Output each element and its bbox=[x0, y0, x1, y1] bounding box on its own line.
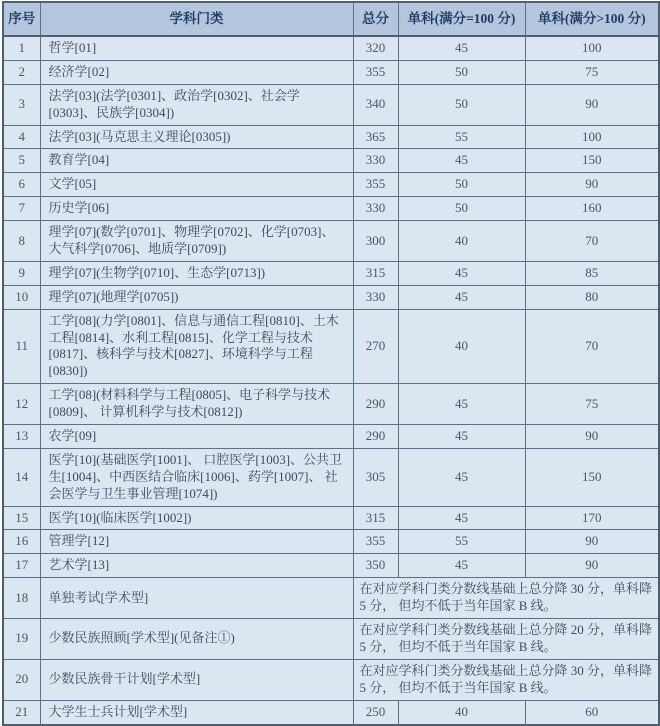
table-row bbox=[3, 84, 659, 125]
discipline-category: 少数民族照顾[学术型](见备注①) bbox=[40, 619, 353, 660]
discipline-category: 理学[07](数学[0701]、物理学[0702]、化学[0703]、大气科学[0706]、地质学[0709]) bbox=[40, 221, 353, 262]
discipline-category: 理学[07](生物学[0710]、生态学[0713]) bbox=[40, 261, 353, 285]
header-single-subject-gt100: 单科(满分>100 分) bbox=[525, 2, 659, 36]
discipline-category: 工学[08](材料科学与工程[0805]、电子科学与技术[0809]、 计算机科学与技术[0812]) bbox=[40, 384, 353, 425]
total-score: 365 bbox=[353, 125, 398, 149]
row-serial-number: 7 bbox=[3, 197, 40, 221]
header-single-subject-100: 单科(满分=100 分) bbox=[398, 2, 525, 36]
row-serial-number: 1 bbox=[3, 36, 40, 60]
row-serial-number: 19 bbox=[3, 619, 40, 660]
discipline-category: 艺术学[13] bbox=[40, 554, 353, 578]
table-row bbox=[3, 506, 659, 530]
table-header-row bbox=[3, 2, 659, 36]
single-subject-gt100-score: 60 bbox=[525, 700, 659, 724]
table-row bbox=[3, 36, 659, 60]
single-subject-100-score: 40 bbox=[398, 221, 525, 262]
single-subject-100-score: 50 bbox=[398, 60, 525, 84]
single-subject-100-score: 45 bbox=[398, 36, 525, 60]
single-subject-gt100-score: 100 bbox=[525, 125, 659, 149]
single-subject-100-score: 45 bbox=[398, 506, 525, 530]
row-serial-number: 6 bbox=[3, 173, 40, 197]
row-serial-number: 8 bbox=[3, 221, 40, 262]
discipline-category: 大学生士兵计划[学术型] bbox=[40, 700, 353, 724]
total-score: 315 bbox=[353, 261, 398, 285]
row-serial-number: 21 bbox=[3, 700, 40, 724]
single-subject-100-score: 45 bbox=[398, 285, 525, 309]
total-score: 355 bbox=[353, 60, 398, 84]
single-subject-gt100-score: 70 bbox=[525, 309, 659, 384]
row-serial-number: 5 bbox=[3, 149, 40, 173]
score-adjustment-note: 在对应学科门类分数线基础上总分降 30 分，单科降 5 分， 但均不低于当年国家 B 线。 bbox=[353, 578, 659, 619]
row-serial-number: 15 bbox=[3, 506, 40, 530]
total-score: 330 bbox=[353, 197, 398, 221]
row-serial-number: 18 bbox=[3, 578, 40, 619]
row-serial-number: 20 bbox=[3, 659, 40, 700]
total-score: 350 bbox=[353, 554, 398, 578]
single-subject-100-score: 45 bbox=[398, 448, 525, 506]
table-row bbox=[3, 309, 659, 384]
single-subject-100-score: 50 bbox=[398, 173, 525, 197]
discipline-category: 单独考试[学术型] bbox=[40, 578, 353, 619]
single-subject-100-score: 50 bbox=[398, 84, 525, 125]
single-subject-100-score: 45 bbox=[398, 425, 525, 449]
single-subject-gt100-score: 90 bbox=[525, 173, 659, 197]
discipline-category: 医学[10](临床医学[1002]) bbox=[40, 506, 353, 530]
score-line-table bbox=[2, 1, 660, 726]
total-score: 315 bbox=[353, 506, 398, 530]
discipline-category: 管理学[12] bbox=[40, 530, 353, 554]
page bbox=[2, 1, 658, 726]
score-adjustment-note: 在对应学科门类分数线基础上总分降 30 分，单科降 5 分， 但均不低于当年国家 B 线。 bbox=[353, 659, 659, 700]
single-subject-gt100-score: 80 bbox=[525, 285, 659, 309]
discipline-category: 经济学[02] bbox=[40, 60, 353, 84]
discipline-category: 哲学[01] bbox=[40, 36, 353, 60]
total-score: 330 bbox=[353, 149, 398, 173]
single-subject-100-score: 45 bbox=[398, 384, 525, 425]
total-score: 290 bbox=[353, 425, 398, 449]
discipline-category: 医学[10](基础医学[1001]、 口腔医学[1003]、公共卫生[1004]、中西医结合临床[1006]、药学[1007]、 社会医学与卫生事业管理[1074]) bbox=[40, 448, 353, 506]
single-subject-100-score: 40 bbox=[398, 309, 525, 384]
single-subject-gt100-score: 90 bbox=[525, 84, 659, 125]
discipline-category: 法学[03](法学[0301]、政治学[0302]、社会学[0303]、民族学[0304]) bbox=[40, 84, 353, 125]
single-subject-gt100-score: 170 bbox=[525, 506, 659, 530]
table-row bbox=[3, 285, 659, 309]
single-subject-100-score: 55 bbox=[398, 125, 525, 149]
row-serial-number: 3 bbox=[3, 84, 40, 125]
row-serial-number: 11 bbox=[3, 309, 40, 384]
total-score: 250 bbox=[353, 700, 398, 724]
table-row bbox=[3, 125, 659, 149]
single-subject-gt100-score: 90 bbox=[525, 554, 659, 578]
discipline-category: 文学[05] bbox=[40, 173, 353, 197]
table-row bbox=[3, 530, 659, 554]
discipline-category: 历史学[06] bbox=[40, 197, 353, 221]
single-subject-100-score: 55 bbox=[398, 530, 525, 554]
row-serial-number: 9 bbox=[3, 261, 40, 285]
row-serial-number: 10 bbox=[3, 285, 40, 309]
header-total-score: 总分 bbox=[353, 2, 398, 36]
single-subject-100-score: 40 bbox=[398, 700, 525, 724]
single-subject-100-score: 45 bbox=[398, 554, 525, 578]
single-subject-gt100-score: 90 bbox=[525, 425, 659, 449]
total-score: 355 bbox=[353, 530, 398, 554]
table-row bbox=[3, 261, 659, 285]
discipline-category: 教育学[04] bbox=[40, 149, 353, 173]
row-serial-number: 16 bbox=[3, 530, 40, 554]
single-subject-gt100-score: 90 bbox=[525, 530, 659, 554]
row-serial-number: 2 bbox=[3, 60, 40, 84]
total-score: 290 bbox=[353, 384, 398, 425]
row-serial-number: 13 bbox=[3, 425, 40, 449]
single-subject-gt100-score: 150 bbox=[525, 149, 659, 173]
table-row bbox=[3, 149, 659, 173]
single-subject-gt100-score: 75 bbox=[525, 384, 659, 425]
table-row bbox=[3, 221, 659, 262]
single-subject-100-score: 50 bbox=[398, 197, 525, 221]
table-row bbox=[3, 448, 659, 506]
total-score: 305 bbox=[353, 448, 398, 506]
table-row bbox=[3, 425, 659, 449]
table-row bbox=[3, 578, 659, 619]
total-score: 300 bbox=[353, 221, 398, 262]
row-serial-number: 4 bbox=[3, 125, 40, 149]
total-score: 355 bbox=[353, 173, 398, 197]
header-serial-number: 序号 bbox=[3, 2, 40, 36]
total-score: 330 bbox=[353, 285, 398, 309]
table-row bbox=[3, 659, 659, 700]
single-subject-100-score: 45 bbox=[398, 149, 525, 173]
single-subject-gt100-score: 160 bbox=[525, 197, 659, 221]
score-adjustment-note: 在对应学科门类分数线基础上总分降 20 分，单科降 5 分， 但均不低于当年国家 B 线。 bbox=[353, 619, 659, 660]
table-body bbox=[3, 36, 659, 725]
total-score: 270 bbox=[353, 309, 398, 384]
table-row bbox=[3, 554, 659, 578]
discipline-category: 法学[03](马克思主义理论[0305]) bbox=[40, 125, 353, 149]
single-subject-100-score: 45 bbox=[398, 261, 525, 285]
single-subject-gt100-score: 150 bbox=[525, 448, 659, 506]
discipline-category: 理学[07](地理学[0705]) bbox=[40, 285, 353, 309]
header-discipline-category: 学科门类 bbox=[40, 2, 353, 36]
total-score: 320 bbox=[353, 36, 398, 60]
single-subject-gt100-score: 100 bbox=[525, 36, 659, 60]
table-row bbox=[3, 384, 659, 425]
table-row bbox=[3, 60, 659, 84]
discipline-category: 工学[08](力学[0801]、信息与通信工程[0810]、土木工程[0814]、水利工程[0815]、化学工程与技术[0817]、核科学与技术[0827]、环境科学与工程[0830]) bbox=[40, 309, 353, 384]
row-serial-number: 14 bbox=[3, 448, 40, 506]
total-score: 340 bbox=[353, 84, 398, 125]
single-subject-gt100-score: 70 bbox=[525, 221, 659, 262]
row-serial-number: 17 bbox=[3, 554, 40, 578]
single-subject-gt100-score: 75 bbox=[525, 60, 659, 84]
discipline-category: 少数民族骨干计划[学术型] bbox=[40, 659, 353, 700]
row-serial-number: 12 bbox=[3, 384, 40, 425]
table-row bbox=[3, 197, 659, 221]
table-row bbox=[3, 619, 659, 660]
table-row bbox=[3, 173, 659, 197]
single-subject-gt100-score: 85 bbox=[525, 261, 659, 285]
discipline-category: 农学[09] bbox=[40, 425, 353, 449]
